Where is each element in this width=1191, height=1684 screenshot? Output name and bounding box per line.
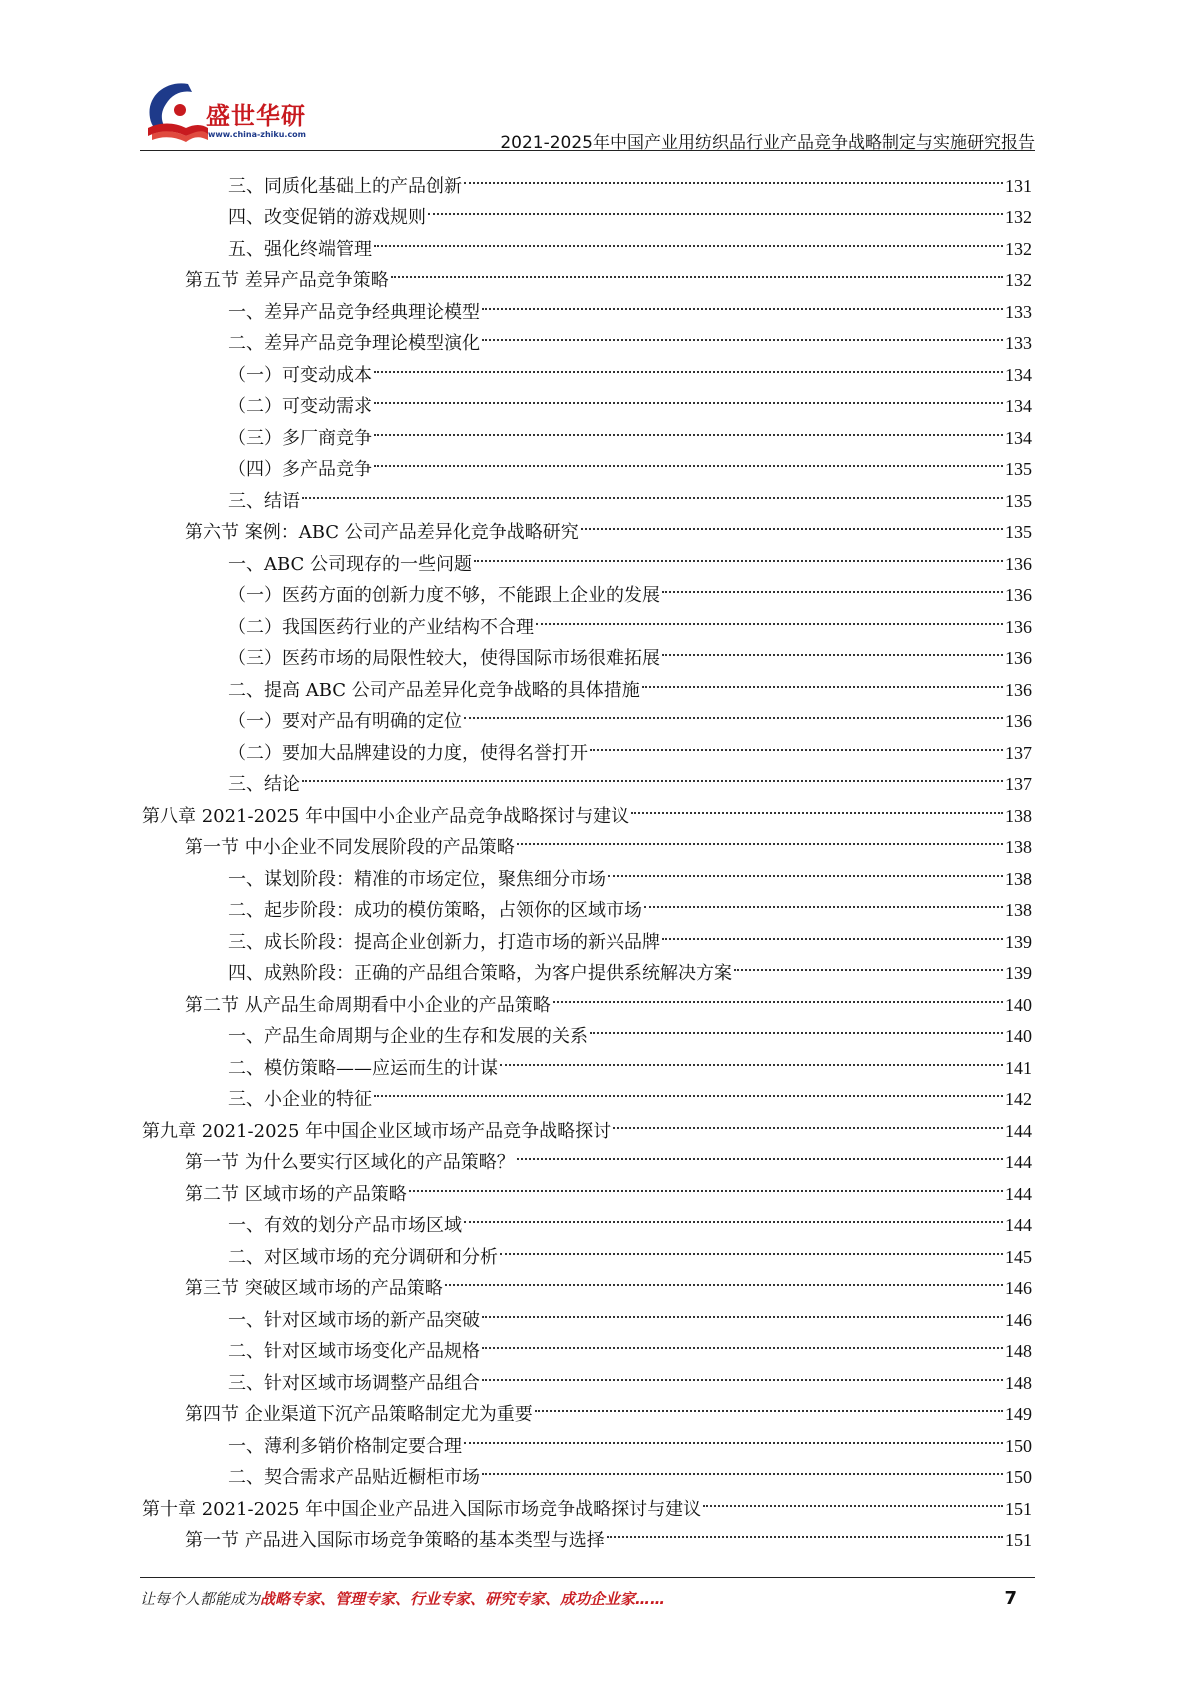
toc-entry-page: 138 — [1005, 868, 1032, 889]
toc-leader-dots — [302, 759, 1003, 791]
toc-entry-title: （一）可变动成本 — [228, 364, 372, 386]
toc-entry-title: 第二节 从产品生命周期看中小企业的产品策略 — [185, 994, 551, 1016]
footer-divider — [140, 1577, 1035, 1578]
toc-entry-title: （三）多厂商竞争 — [228, 427, 372, 449]
toc-leader-dots — [500, 1231, 1003, 1263]
toc-entry-title: 第一节 中小企业不同发展阶段的产品策略 — [185, 837, 515, 858]
toc-leader-dots — [482, 1326, 1003, 1358]
toc-leader-dots — [553, 979, 1003, 1011]
toc-entry-page: 134 — [1005, 364, 1032, 385]
toc-entry-page: 141 — [1005, 1057, 1032, 1078]
toc-entry-title: 三、成长阶段：提高企业创新力，打造市场的新兴品牌 — [228, 931, 660, 953]
toc-leader-dots — [474, 538, 1003, 570]
toc-entry-page: 136 — [1005, 679, 1032, 700]
toc-entry-page: 144 — [1005, 1120, 1032, 1141]
toc-leader-dots — [644, 885, 1003, 917]
toc-leader-dots — [482, 1357, 1003, 1389]
toc-leader-dots — [536, 601, 1003, 633]
toc-entry-page: 146 — [1005, 1278, 1032, 1298]
toc-entry-title: 一、薄利多销价格制定要合理 — [228, 1435, 462, 1457]
toc-entry-page: 132 — [1005, 270, 1032, 290]
toc-entry-page: 144 — [1005, 1183, 1032, 1204]
toc-leader-dots — [374, 349, 1003, 381]
toc-entry-title: （二）我国医药行业的产业结构不合理 — [228, 616, 534, 638]
toc-entry-page: 135 — [1005, 490, 1032, 511]
toc-entry-page: 137 — [1005, 774, 1032, 794]
toc-entry-page: 138 — [1005, 837, 1032, 857]
toc-entry-title: 第一节 为什么要实行区域化的产品策略？ — [185, 1152, 515, 1173]
toc-entry-title: （一）医药方面的创新力度不够，不能跟上企业的发展 — [228, 585, 660, 606]
logo-name: 盛世华研 — [206, 102, 306, 130]
toc-entry-title: 一、针对区域市场的新产品突破 — [228, 1309, 480, 1331]
toc-entry-title: 三、结论 — [228, 774, 300, 795]
toc-entry-page: 133 — [1005, 333, 1032, 353]
toc-entry-title: 一、谋划阶段：精准的市场定位，聚焦细分市场 — [228, 868, 606, 890]
toc-leader-dots — [464, 1420, 1003, 1452]
toc-entry-title: 第三节 突破区域市场的产品策略 — [185, 1278, 443, 1299]
toc-entry-title: 第二节 区域市场的产品策略 — [185, 1183, 407, 1205]
toc-entry-page: 135 — [1005, 522, 1032, 542]
toc-entry-page: 150 — [1005, 1435, 1032, 1456]
toc-entry-page: 149 — [1005, 1404, 1032, 1424]
report-title: 2021-2025年中国产业用纺织品行业产品竞争战略制定与实施研究报告 — [500, 133, 1035, 153]
toc-leader-dots — [631, 790, 1003, 822]
toc-entry-page: 138 — [1005, 805, 1032, 826]
toc-entry-page: 136 — [1005, 553, 1032, 574]
toc-leader-dots — [734, 948, 1003, 980]
toc-leader-dots — [662, 633, 1003, 665]
toc-leader-dots — [428, 192, 1003, 224]
toc-leader-dots — [391, 255, 1003, 287]
toc-entry-title: 二、差异产品竞争理论模型演化 — [228, 333, 480, 354]
toc-entry-page: 140 — [1005, 994, 1032, 1015]
toc-entry-title: 一、产品生命周期与企业的生存和发展的关系 — [228, 1026, 588, 1047]
toc-leader-dots — [482, 1294, 1003, 1326]
toc-entry-title: （四）多产品竞争 — [228, 459, 372, 480]
toc-entry-title: 二、提高 ABC 公司产品差异化竞争战略的具体措施 — [228, 679, 640, 701]
toc-entry-title: 二、针对区域市场变化产品规格 — [228, 1341, 480, 1362]
footer-slogan-lead: 让每个人都能成为 — [140, 1590, 261, 1608]
toc-leader-dots — [608, 853, 1003, 885]
toc-leader-dots — [613, 1105, 1003, 1137]
toc-entry-title: 一、有效的划分产品市场区域 — [228, 1215, 462, 1236]
toc-entry-page: 133 — [1005, 301, 1032, 322]
toc-entry-title: 三、针对区域市场调整产品组合 — [228, 1372, 480, 1394]
logo-url: www.china-zhiku.com — [208, 130, 307, 139]
toc-entry-title: 四、改变促销的游戏规则 — [228, 207, 426, 228]
toc-leader-dots — [374, 412, 1003, 444]
toc-leader-dots — [517, 1137, 1003, 1169]
toc-entry-title: 二、对区域市场的充分调研和分析 — [228, 1246, 498, 1268]
toc-entry-title: 二、起步阶段：成功的模仿策略，占领你的区域市场 — [228, 900, 642, 921]
toc-entry-title: （二）可变动需求 — [228, 396, 372, 417]
toc-entry-page: 151 — [1005, 1498, 1032, 1519]
toc-leader-dots — [482, 286, 1003, 318]
toc-leader-dots — [374, 223, 1003, 255]
toc-leader-dots — [374, 1074, 1003, 1106]
toc-leader-dots — [581, 507, 1003, 539]
toc-leader-dots — [703, 1483, 1003, 1515]
toc-entry-page: 151 — [1005, 1530, 1032, 1550]
toc-entry-title: 三、结语 — [228, 490, 300, 512]
toc-leader-dots — [662, 916, 1003, 948]
toc-leader-dots — [535, 1389, 1003, 1421]
toc-entry-title: 五、强化终端管理 — [228, 238, 372, 260]
toc-entry-page: 145 — [1005, 1246, 1032, 1267]
toc-leader-dots — [464, 696, 1003, 728]
toc-entry-title: 一、差异产品竞争经典理论模型 — [228, 301, 480, 323]
toc-leader-dots — [642, 664, 1003, 696]
toc-entry-page: 131 — [1005, 175, 1032, 196]
toc-entry-page: 136 — [1005, 648, 1032, 668]
toc-entry-page: 144 — [1005, 1152, 1032, 1172]
toc-leader-dots — [590, 727, 1003, 759]
toc-entry-page: 134 — [1005, 427, 1032, 448]
toc-leader-dots — [607, 1515, 1003, 1547]
toc-entry-page: 135 — [1005, 459, 1032, 479]
toc-entry-title: 三、小企业的特征 — [228, 1089, 372, 1110]
header-divider — [140, 150, 1035, 151]
toc-entry-page: 138 — [1005, 900, 1032, 920]
toc-entry-title: 二、契合需求产品贴近橱柜市场 — [228, 1467, 480, 1488]
toc-entry-title: 第九章 2021-2025 年中国企业区域市场产品竞争战略探讨 — [142, 1120, 612, 1142]
toc-entry-page: 136 — [1005, 585, 1032, 605]
toc-entry-page: 144 — [1005, 1215, 1032, 1235]
toc-entry-title: 第四节 企业渠道下沉产品策略制定尤为重要 — [185, 1404, 533, 1425]
toc-entry-title: 四、成熟阶段：正确的产品组合策略，为客户提供系统解决方案 — [228, 963, 732, 984]
toc-leader-dots — [374, 381, 1003, 413]
toc-entry-title: （一）要对产品有明确的定位 — [228, 711, 462, 732]
toc-entry-title: （二）要加大品牌建设的力度，使得名誉打开 — [228, 742, 588, 764]
toc-entry[interactable] — [142, 160, 1032, 197]
toc-entry-page: 137 — [1005, 742, 1032, 763]
table-of-contents — [142, 160, 1032, 1551]
page-number: 7 — [1004, 1588, 1017, 1609]
logo-emblem-icon — [140, 78, 210, 146]
toc-leader-dots — [590, 1011, 1003, 1043]
page-header — [140, 78, 1035, 158]
toc-entry-page: 139 — [1005, 931, 1032, 952]
toc-entry-title: 第八章 2021-2025 年中国中小企业产品竞争战略探讨与建议 — [142, 805, 630, 827]
toc-entry-page: 134 — [1005, 396, 1032, 416]
toc-entry-page: 146 — [1005, 1309, 1032, 1330]
toc-entry-page: 142 — [1005, 1089, 1032, 1109]
toc-entry-title: 第一节 产品进入国际市场竞争策略的基本类型与选择 — [185, 1530, 605, 1551]
toc-entry-page: 132 — [1005, 238, 1032, 259]
toc-entry-page: 148 — [1005, 1372, 1032, 1393]
footer-slogan-highlight: 战略专家、管理专家、行业专家、研究专家、成功企业家…… — [260, 1590, 666, 1608]
toc-leader-dots — [445, 1263, 1003, 1295]
toc-entry-title: 第十章 2021-2025 年中国企业产品进入国际市场竞争战略探讨与建议 — [142, 1498, 702, 1520]
toc-entry-title: 一、ABC 公司现存的一些问题 — [228, 553, 473, 575]
toc-leader-dots — [517, 822, 1003, 854]
toc-entry-page: 136 — [1005, 616, 1032, 637]
logo — [140, 78, 320, 146]
toc-entry-page: 132 — [1005, 207, 1032, 227]
toc-entry-title: 第六节 案例：ABC 公司产品差异化竞争战略研究 — [185, 522, 579, 543]
toc-entry-title: （三）医药市场的局限性较大，使得国际市场很难拓展 — [228, 648, 660, 669]
toc-entry-title: 第五节 差异产品竞争策略 — [185, 270, 389, 291]
toc-leader-dots — [500, 1042, 1003, 1074]
toc-entry-page: 140 — [1005, 1026, 1032, 1046]
toc-leader-dots — [464, 1200, 1003, 1232]
toc-entry-page: 148 — [1005, 1341, 1032, 1361]
toc-leader-dots — [482, 1452, 1003, 1484]
toc-leader-dots — [464, 160, 1003, 192]
toc-leader-dots — [374, 444, 1003, 476]
toc-leader-dots — [409, 1168, 1003, 1200]
toc-leader-dots — [662, 570, 1003, 602]
toc-leader-dots — [302, 475, 1003, 507]
toc-leader-dots — [482, 318, 1003, 350]
page-footer — [140, 1588, 1035, 1618]
toc-entry-page: 136 — [1005, 711, 1032, 731]
toc-entry-page: 139 — [1005, 963, 1032, 983]
toc-entry-page: 150 — [1005, 1467, 1032, 1487]
toc-entry-title: 二、模仿策略——应运而生的计谋 — [228, 1057, 498, 1079]
toc-entry-title: 三、同质化基础上的产品创新 — [228, 175, 462, 197]
